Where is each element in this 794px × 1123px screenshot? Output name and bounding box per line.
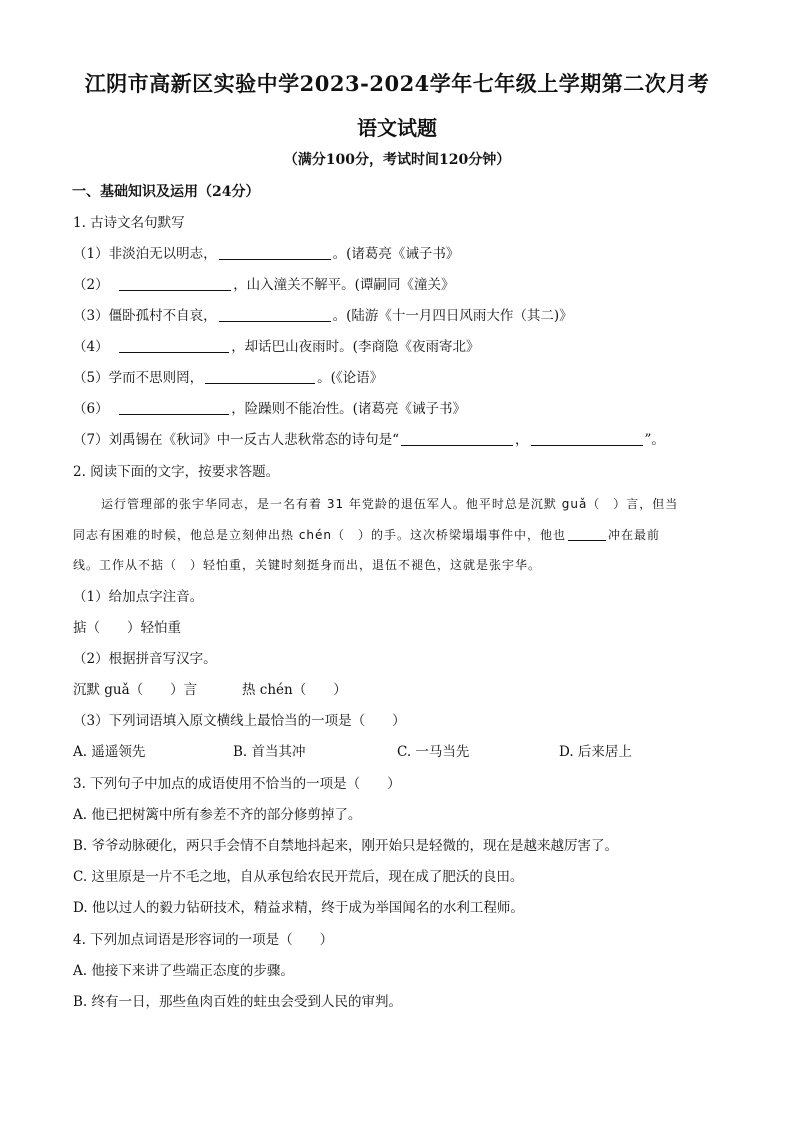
q1-line-4-text-b: ，却话巴山夜雨时。(李商隐《夜雨寄北》 bbox=[231, 339, 480, 355]
q1-line-2 bbox=[73, 275, 454, 295]
question-1-stem: 1. 古诗文名句默写 bbox=[73, 215, 185, 231]
q4-option-b[interactable]: B. 终有一日，那些鱼肉百姓的蛀虫会受到人民的审判。 bbox=[73, 994, 403, 1010]
q3-option-d[interactable]: D. 他以过人的毅力钻研技术，精益求精，终于成为举国闻名的水利工程师。 bbox=[73, 900, 524, 916]
q3-option-a[interactable]: A. 他已把树篱中所有参差不齐的部分修剪掉了。 bbox=[73, 807, 362, 823]
q1-line-3-text-a: （3）僵卧孤村不自哀， bbox=[73, 308, 217, 324]
passage-line-3: 线。工作从不掂（ ）轻怕重，关键时刻挺身而出，退伍不褪色，这就是张宇华。 bbox=[73, 558, 542, 572]
q2-sub-2: （2）根据拼音写汉字。 bbox=[73, 651, 217, 667]
q2-sub-1: （1）给加点字注音。 bbox=[73, 589, 204, 605]
q2-option-d[interactable]: D. 后来居上 bbox=[559, 744, 632, 760]
answer-blank[interactable] bbox=[119, 275, 231, 291]
q1-line-1 bbox=[73, 244, 459, 264]
q1-line-7 bbox=[73, 430, 665, 450]
q1-line-7-text-b: ， bbox=[515, 432, 529, 448]
q2-option-a[interactable]: A. 遥遥领先 bbox=[73, 744, 146, 760]
answer-blank[interactable] bbox=[119, 399, 229, 415]
q1-line-1-text-b: 。(诸葛亮《诫子书》 bbox=[332, 246, 460, 262]
passage-line-2-text-a: 同志有困难的时候，他总是立刻伸出热 chén（ ）的手。这次桥梁塌塌事件中，他也 bbox=[73, 528, 567, 542]
answer-blank[interactable] bbox=[219, 306, 331, 322]
answer-blank[interactable] bbox=[219, 244, 331, 260]
q1-line-2-text-a: （2） bbox=[73, 277, 109, 293]
q1-line-7-text-a: （7）刘禹锡在《秋词》中一反古人悲秋常态的诗句是“ bbox=[73, 432, 399, 448]
q1-line-5-text-b: 。(《论语》 bbox=[317, 370, 384, 386]
exam-title: 江阴市高新区实验中学2023-2024学年七年级上学期第二次月考 bbox=[84, 71, 710, 96]
q2-sub-2-item-b: 热 chén（ ） bbox=[242, 682, 347, 698]
q2-sub-1-item: 掂（ ）轻怕重 bbox=[73, 620, 181, 636]
q1-line-6 bbox=[73, 399, 466, 419]
q3-option-c[interactable]: C. 这里原是一片不毛之地，自从承包给农民开荒后，现在成了肥沃的良田。 bbox=[73, 869, 524, 885]
q1-line-7-text-c: ”。 bbox=[644, 432, 665, 448]
answer-blank[interactable] bbox=[568, 525, 606, 541]
q1-line-2-text-b: ，山入潼关不解平。(谭嗣同《潼关》 bbox=[233, 277, 455, 293]
q2-option-c[interactable]: C. 一马当先 bbox=[397, 744, 470, 760]
q1-line-6-text-b: ，险躁则不能冶性。(诸葛亮《诫子书》 bbox=[231, 401, 466, 417]
answer-blank[interactable] bbox=[401, 430, 513, 446]
q1-line-5-text-a: （5）学而不思则罔， bbox=[73, 370, 204, 386]
q1-line-6-text-a: （6） bbox=[73, 401, 109, 417]
q4-option-a[interactable]: A. 他接下来讲了些端正态度的步骤。 bbox=[73, 963, 294, 979]
q1-line-4-text-a: （4） bbox=[73, 339, 109, 355]
passage-line-1: 运行管理部的张宇华同志，是一名有着 31 年党龄的退伍军人。他平时总是沉默 guǎ（ ）言，但当 bbox=[101, 497, 679, 511]
q1-line-3-text-b: 。(陆游《十一月四日风雨大作（其二)》 bbox=[332, 308, 573, 324]
passage-line-2 bbox=[73, 525, 660, 545]
answer-blank[interactable] bbox=[531, 430, 643, 446]
q2-sub-3: （3）下列词语填入原文横线上最恰当的一项是（ ） bbox=[73, 713, 406, 729]
answer-blank[interactable] bbox=[205, 368, 315, 384]
q1-line-5 bbox=[73, 368, 383, 388]
q3-option-b[interactable]: B. 爷爷动脉硬化，两只手会情不自禁地抖起来，刚开始只是轻微的，现在是越来越厉害了。 bbox=[73, 838, 619, 854]
exam-subject: 语文试题 bbox=[357, 116, 437, 140]
q1-line-3 bbox=[73, 306, 573, 326]
section-heading: 一、基础知识及运用（24分） bbox=[72, 184, 260, 200]
q2-option-b[interactable]: B. 首当其冲 bbox=[233, 744, 306, 760]
question-2-stem: 2. 阅读下面的文字，按要求答题。 bbox=[73, 464, 280, 480]
q2-sub-2-item-a: 沉默 guǎ（ ）言 bbox=[73, 682, 198, 698]
q1-line-1-text-a: （1）非淡泊无以明志， bbox=[73, 246, 217, 262]
question-3-stem: 3. 下列句子中加点的成语使用不恰当的一项是（ ） bbox=[73, 776, 401, 792]
passage-line-2-text-b: 冲在最前 bbox=[608, 528, 661, 542]
answer-blank[interactable] bbox=[119, 337, 229, 353]
q1-line-4 bbox=[73, 337, 479, 357]
exam-info: （满分100分，考试时间120分钟） bbox=[283, 152, 511, 168]
question-4-stem: 4. 下列加点词语是形容词的一项是（ ） bbox=[73, 932, 334, 948]
